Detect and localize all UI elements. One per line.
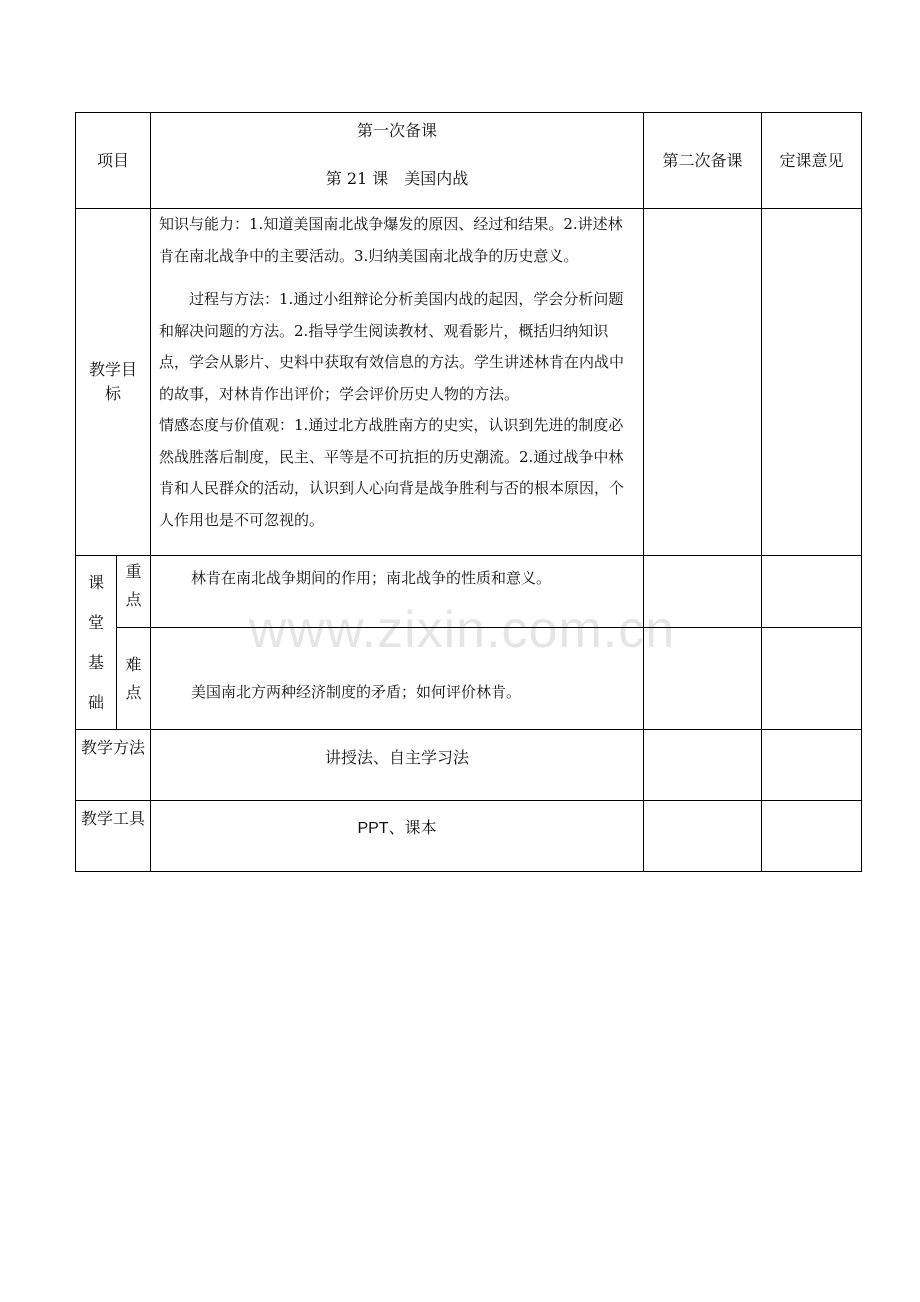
method-label-cell	[76, 730, 151, 801]
key-points-content	[151, 556, 644, 628]
objectives-label-cell	[76, 209, 151, 556]
header-second-prep: 第二次备课	[662, 150, 743, 170]
key-label-cell	[117, 556, 151, 628]
difficult-points-row	[76, 628, 862, 730]
tools-text: PPT、课本	[357, 820, 437, 837]
objectives-content	[151, 209, 644, 556]
header-row	[76, 113, 862, 209]
difficult-final-opinion-cell	[762, 628, 862, 730]
header-item-cell	[76, 113, 151, 209]
key-label: 重点	[125, 562, 142, 609]
basics-label-cell	[76, 556, 117, 730]
method-row	[76, 730, 862, 801]
tools-label-cell	[76, 801, 151, 872]
difficult-points-text: 美国南北方两种经济制度的矛盾；如何评价林肯。	[191, 683, 522, 701]
basics-label: 课堂基础	[87, 572, 104, 712]
difficult-label: 难点	[125, 654, 142, 702]
key-points-text: 林肯在南北战争期间的作用；南北战争的性质和意义。	[191, 569, 552, 587]
difficult-points-content	[151, 628, 644, 730]
watermark: www.zixin.com.cn	[248, 601, 676, 659]
header-final-opinion: 定课意见	[779, 150, 844, 170]
difficult-second-prep-cell	[644, 628, 762, 730]
tools-label: 教学工具	[80, 809, 145, 828]
key-final-opinion-cell	[762, 556, 862, 628]
method-label: 教学方法	[80, 738, 145, 757]
lesson-plan-table	[75, 112, 862, 872]
key-second-prep-cell	[644, 556, 762, 628]
objectives-final-opinion-cell	[762, 209, 862, 556]
header-first-prep: 第一次备课	[357, 120, 438, 140]
objective-process: 过程与方法：1.通过小组辩论分析美国内战的起因，学会分析问题和解决问题的方法。2.指导学生阅读教材、观看影片，概括归纳知识点，学会从影片、史料中获取有效信息的方法。学生讲述林肯在内战中的故事，对林肯作出评价；学会评价历史人物的方法。	[159, 290, 625, 403]
header-second-prep-cell	[644, 113, 762, 209]
lesson-title: 第 21 课 美国内战	[325, 168, 469, 188]
key-points-row	[76, 556, 862, 628]
objectives-label: 教学目标	[88, 360, 137, 403]
method-second-prep-cell	[644, 730, 762, 801]
objectives-row	[76, 209, 862, 556]
header-final-opinion-cell	[762, 113, 862, 209]
tools-final-opinion-cell	[762, 801, 862, 872]
difficult-label-cell	[117, 628, 151, 730]
objective-values: 情感态度与价值观：1.通过北方战胜南方的史实，认识到先进的制度必然战胜落后制度，民主、平等是不可抗拒的历史潮流。2.通过战争中林肯和人民群众的活动，认识到人心向背是战争胜利与否的根本原因，个人作用也是不可忽视的。	[159, 416, 625, 529]
header-first-prep-cell	[151, 113, 644, 209]
method-final-opinion-cell	[762, 730, 862, 801]
objectives-second-prep-cell	[644, 209, 762, 556]
method-content	[151, 730, 644, 801]
tools-content	[151, 801, 644, 872]
objective-knowledge: 知识与能力：1.知道美国南北战争爆发的原因、经过和结果。2.讲述林肯在南北战争中的主要活动。3.归纳美国南北战争的历史意义。	[159, 215, 623, 265]
method-text: 讲授法、自主学习法	[325, 748, 470, 767]
header-item: 项目	[97, 150, 130, 170]
tools-second-prep-cell	[644, 801, 762, 872]
tools-row	[76, 801, 862, 872]
